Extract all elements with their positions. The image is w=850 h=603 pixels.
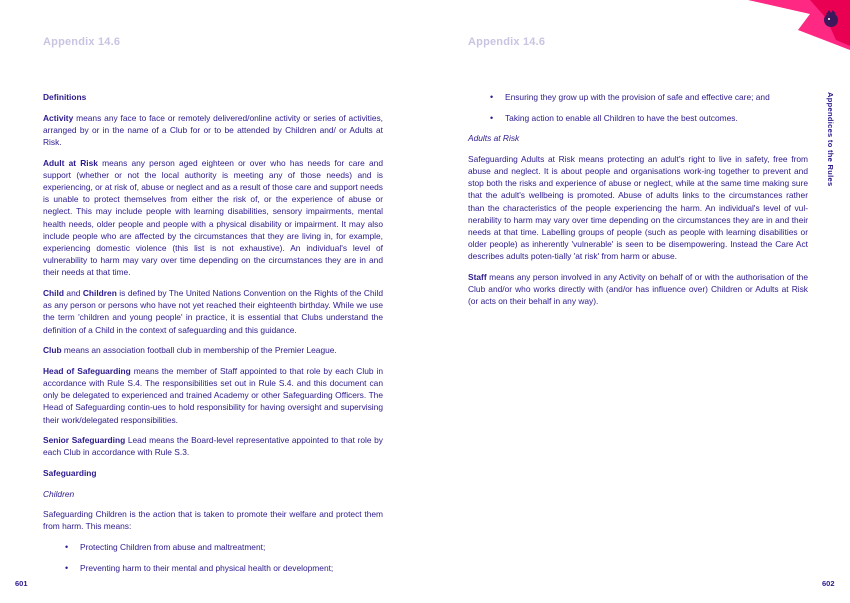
right-bullet-list xyxy=(468,91,808,124)
hos-text: means the member of Staff appointed to that role by each Club in accordance with Rule S.4. The responsibilities set out in Rule S.4. and this document can only be delegated to experienced and trained Academy or other Safeguarding Officers. The Head of Safeguarding contin-ues to hold responsibility for having oversight and supervising their work/delegated responsibilities. xyxy=(43,365,383,425)
left-bullet-list xyxy=(43,541,383,574)
appendix-label-left: Appendix 14.6 xyxy=(43,36,121,48)
child-and: and xyxy=(63,288,83,299)
senior-safeguarding-definition xyxy=(43,434,383,458)
page-number-left: 601 xyxy=(15,579,28,588)
staff-definition xyxy=(468,271,808,308)
appendix-label-right: Appendix 14.6 xyxy=(468,36,546,48)
list-item xyxy=(43,562,383,574)
club-term: Club xyxy=(43,345,62,356)
activity-term: Activity xyxy=(43,112,74,123)
activity-definition xyxy=(43,112,383,149)
bullet-text: Taking action to enable all Children to have the best outcomes. xyxy=(505,112,738,123)
adults-at-risk-subheading: Adults at Risk xyxy=(468,133,520,144)
staff-text: means any person involved in any Activity on behalf of or with the authorisation of the Club and/or who works directly with (and/or has influence over) Children or Adults at Risk (or acts on their behalf in any way). xyxy=(468,272,808,307)
adults-at-risk-paragraph: Safeguarding Adults at Risk means protecting an adult's right to live in safety, free from abuse and neglect. It is about people and organisations work-ing together to prevent and stop both the risks and experience of abuse or neglect, while at the same time making sure that the adult's wellbeing is promoted. Abuse of adults links to the circumstances rather than the characteristics of the people experiencing the harm. An individual's level of vul-nerability to harm may vary over time depending on the circumstances they are in and their needs at that time. Labelling groups of people (such as people with learning disabilities or older people) as inherently 'vulnerable' is seen to be disempowering. Instead the Care Act describes adults poten-tially 'at risk' from harm or abuse. xyxy=(468,153,808,262)
senior-term: Senior Safeguarding xyxy=(43,435,126,446)
left-column xyxy=(43,91,383,582)
right-page xyxy=(425,0,850,603)
list-item xyxy=(468,112,808,124)
staff-term: Staff xyxy=(468,272,487,282)
side-section-label: Appendices to the Rules xyxy=(826,92,835,187)
safeguarding-heading: Safeguarding xyxy=(43,468,97,479)
bullet-icon: • xyxy=(490,112,494,123)
senior-text: Lead means the Board-level representative appointed to that role by each Club in accordance with Rule S.3. xyxy=(43,435,383,458)
child-definition xyxy=(43,287,383,336)
bullet-text: Protecting Children from abuse and maltreatment; xyxy=(80,542,266,552)
adult-term: Adult at Risk xyxy=(43,157,98,168)
children-subheading: Children xyxy=(43,488,75,499)
corner-brand-graphic xyxy=(740,0,850,50)
bullet-icon: • xyxy=(65,542,69,552)
activity-text: means any face to face or remotely delivered/online activity or series of activities, arranged by or in the name of a Club for or to be attended by Children and/ or Adults at Risk. xyxy=(43,112,383,147)
club-definition xyxy=(43,344,383,356)
hos-term: Head of Safeguarding xyxy=(43,365,131,376)
bullet-text: Ensuring they grow up with the provision of safe and effective care; and xyxy=(505,92,770,102)
children-term: Children xyxy=(82,288,117,299)
right-column xyxy=(468,91,808,316)
adult-text: means any person aged eighteen or over who has needs for care and support (whether or not the local authority is meeting any of those needs) and is experiencing, or at risk of, abuse or neglect and as a result of those care and support needs is unable to protect themselves from either the risk of, or the experience of abuse or neglect. This may include people with learning disabilities, sensory impairments, mental health needs, older people and people with a physical disability or impairment. It may also include people who are affected by the circumstances that they are living in, for example, experiencing domestic violence (this list is not exhaustive). An individual's level of vulnerability to harm may vary over time depending on the circumstances they are in and their needs at that time. xyxy=(43,157,383,278)
bullet-icon: • xyxy=(65,562,69,573)
club-text: means an association football club in membership of the Premier League. xyxy=(61,345,337,356)
list-item xyxy=(468,91,808,103)
head-of-safeguarding-definition xyxy=(43,365,383,426)
definitions-heading: Definitions xyxy=(43,92,87,102)
child-term: Child xyxy=(43,288,64,299)
page-number-right: 602 xyxy=(822,579,835,588)
adult-at-risk-definition xyxy=(43,157,383,279)
child-text: is defined by The United Nations Convention on the Rights of the Child as any person or persons who have not yet reached their eighteenth birthday. While we use the term 'children and young people' in practice, it is essential that Clubs understand the definition of a Child in the context of safeguarding and this guidance. xyxy=(43,288,383,335)
bullet-text: Preventing harm to their mental and physical health or development; xyxy=(80,562,334,573)
children-paragraph: Safeguarding Children is the action that is taken to promote their welfare and protect them from harm. This means: xyxy=(43,509,383,532)
list-item xyxy=(43,541,383,553)
bullet-icon: • xyxy=(490,92,494,102)
